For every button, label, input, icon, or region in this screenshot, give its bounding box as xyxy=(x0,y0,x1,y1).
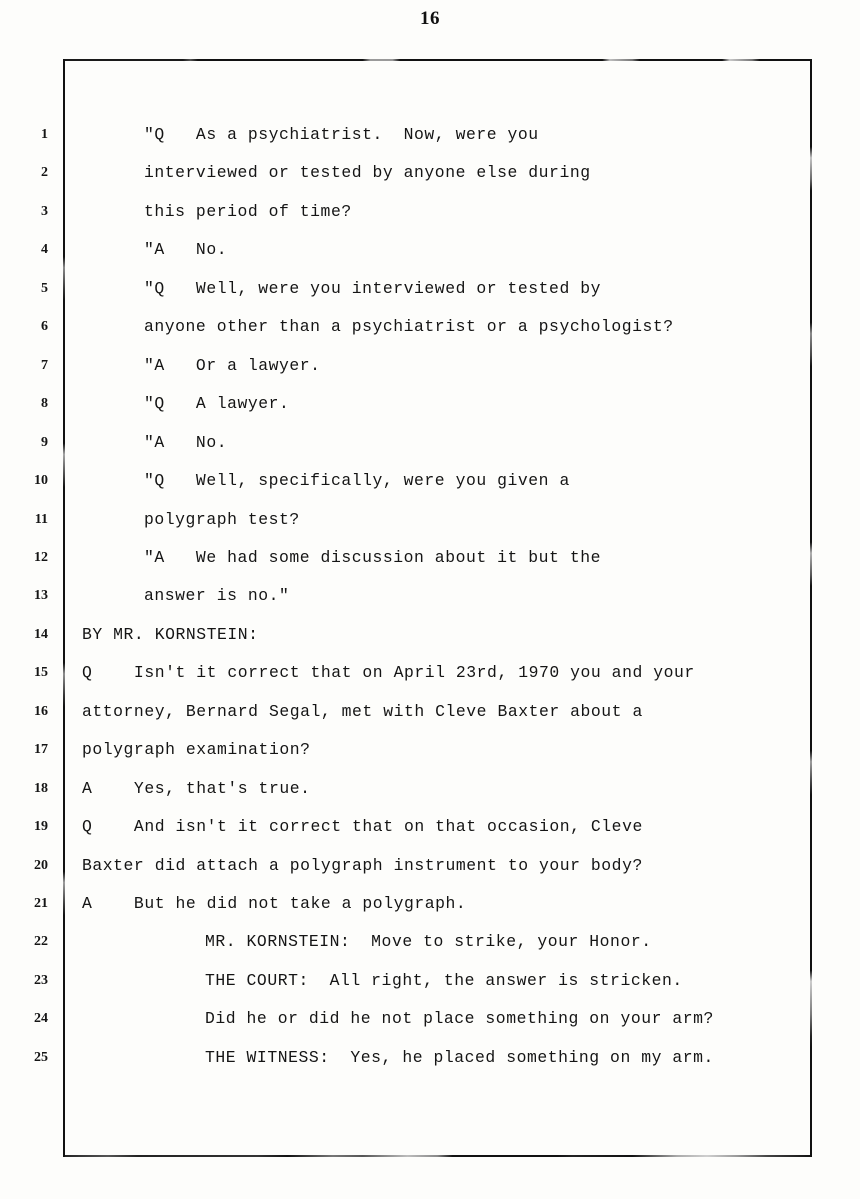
transcript-line-text: "Q Well, were you interviewed or tested by xyxy=(144,278,601,298)
transcript-line xyxy=(0,817,860,856)
transcript-line xyxy=(0,663,860,702)
page-number: 16 xyxy=(420,8,440,29)
transcript-line xyxy=(0,702,860,741)
line-number: 7 xyxy=(41,357,48,373)
transcript-line-text: "A No. xyxy=(144,432,228,452)
transcript-line xyxy=(0,740,860,779)
line-number: 16 xyxy=(34,703,48,719)
transcript-line-text: THE WITNESS: Yes, he placed something on my arm. xyxy=(205,1047,714,1067)
line-number: 25 xyxy=(34,1049,48,1065)
line-number: 11 xyxy=(34,511,48,527)
transcript-line xyxy=(0,894,860,933)
transcript-line-text: A Yes, that's true. xyxy=(82,778,311,798)
line-number: 21 xyxy=(34,896,48,911)
line-number: 17 xyxy=(34,742,48,758)
transcript-line-text: interviewed or tested by anyone else during xyxy=(144,163,591,183)
transcript-line xyxy=(0,856,860,895)
transcript-line xyxy=(0,548,860,587)
transcript-line xyxy=(0,279,860,318)
transcript-line-text: attorney, Bernard Segal, met with Cleve Baxter about a xyxy=(82,701,643,721)
transcript-line-text: answer is no." xyxy=(144,586,290,606)
transcript-line xyxy=(0,317,860,356)
transcript-line xyxy=(0,625,860,664)
transcript-line xyxy=(0,471,860,510)
line-number: 12 xyxy=(34,549,48,565)
transcript-line xyxy=(0,433,860,472)
transcript-line-text: "Q A lawyer. xyxy=(144,394,290,414)
transcript-line xyxy=(0,1048,860,1087)
transcript-line-text: Baxter did attach a polygraph instrument to your body? xyxy=(82,855,643,875)
transcript-line-text: "Q As a psychiatrist. Now, were you xyxy=(144,125,539,144)
line-number: 4 xyxy=(41,242,48,258)
transcript-line-text: Q Isn't it correct that on April 23rd, 1970 you and your xyxy=(82,663,695,683)
line-number: 5 xyxy=(41,280,48,296)
transcript-line-text: "A We had some discussion about it but the xyxy=(144,547,601,567)
line-number: 10 xyxy=(34,473,48,489)
transcript-line-text: anyone other than a psychiatrist or a psychologist? xyxy=(144,317,674,337)
transcript-line-text: Q And isn't it correct that on that occasion, Cleve xyxy=(82,817,643,837)
line-number: 20 xyxy=(34,857,48,873)
line-number: 22 xyxy=(34,934,48,950)
transcript-line xyxy=(0,356,860,395)
transcript-line-text: polygraph examination? xyxy=(82,740,311,760)
line-number: 8 xyxy=(41,396,48,412)
line-number: 19 xyxy=(34,819,48,835)
transcript-line-text: Did he or did he not place something on your arm? xyxy=(205,1009,714,1029)
line-number: 2 xyxy=(41,165,48,181)
line-number: 9 xyxy=(41,434,48,450)
transcript-line xyxy=(0,586,860,625)
line-number: 13 xyxy=(34,588,48,604)
transcript-line xyxy=(0,1009,860,1048)
transcript-line xyxy=(0,779,860,818)
transcript-line xyxy=(0,163,860,202)
transcript-line xyxy=(0,932,860,971)
transcript-line xyxy=(0,971,860,1010)
line-number: 14 xyxy=(34,626,48,642)
transcript-line-text: MR. KORNSTEIN: Move to strike, your Honor. xyxy=(205,932,652,952)
transcript-line xyxy=(0,125,860,164)
line-number: 18 xyxy=(34,780,48,796)
transcript-line-text: "A Or a lawyer. xyxy=(144,355,321,375)
line-number: 24 xyxy=(34,1011,48,1027)
transcript-line-text: THE COURT: All right, the answer is stricken. xyxy=(205,970,683,990)
line-number: 15 xyxy=(34,665,48,681)
transcript-line xyxy=(0,510,860,549)
line-number: 1 xyxy=(41,127,48,142)
transcript-line xyxy=(0,394,860,433)
line-number: 6 xyxy=(41,319,48,335)
transcript-line-text: polygraph test? xyxy=(144,509,300,529)
transcript-line-text: BY MR. KORNSTEIN: xyxy=(82,624,259,644)
transcript-line-text: "A No. xyxy=(144,240,228,260)
line-number: 23 xyxy=(34,972,48,988)
line-number: 3 xyxy=(41,203,48,219)
transcript-line xyxy=(0,240,860,279)
transcript-line-text: "Q Well, specifically, were you given a xyxy=(144,471,570,491)
transcript-line-text: this period of time? xyxy=(144,201,352,221)
transcript-line-text: A But he did not take a polygraph. xyxy=(82,894,467,913)
transcript-line xyxy=(0,202,860,241)
